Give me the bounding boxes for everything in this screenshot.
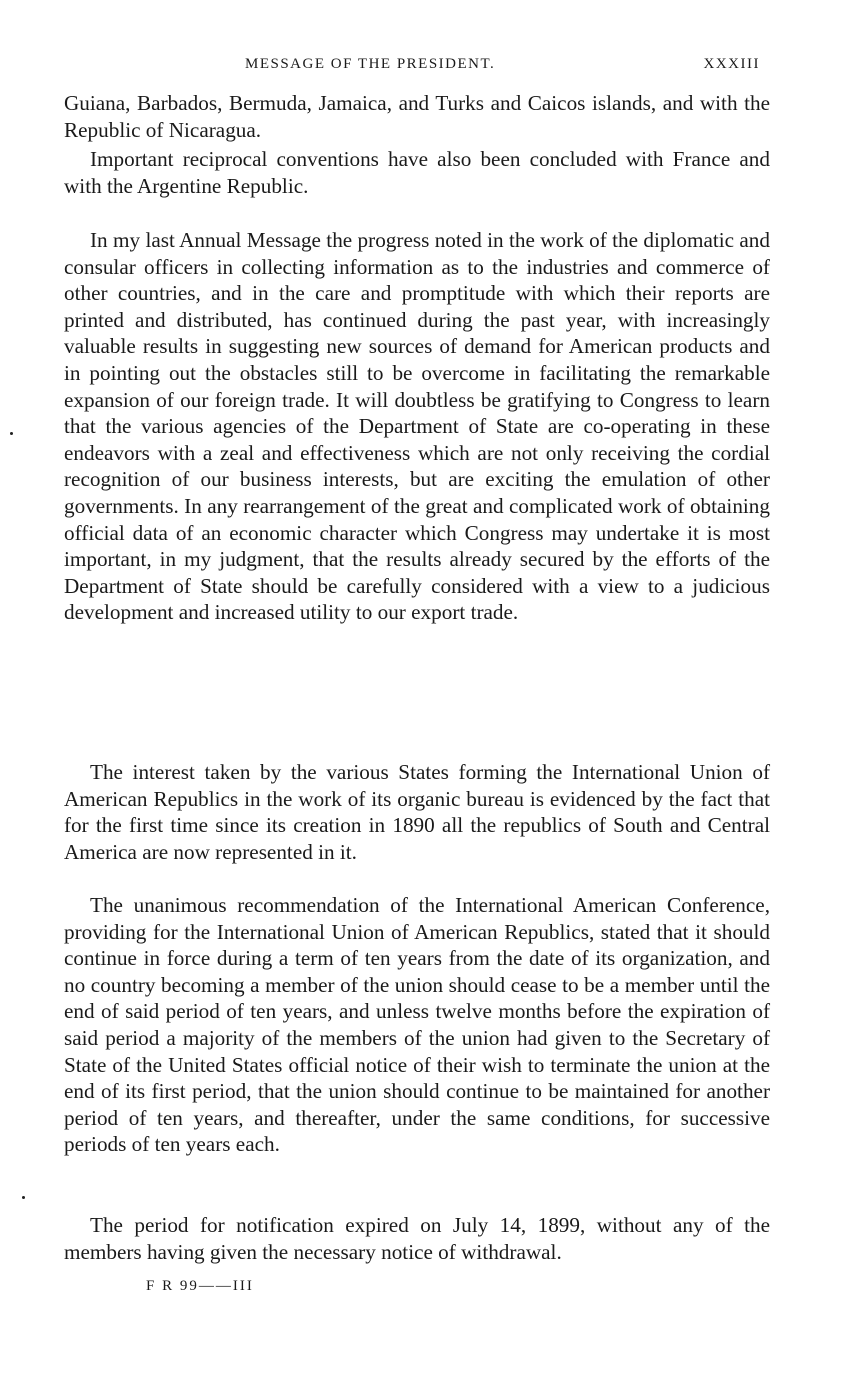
- paragraph-continuation: Guiana, Barbados, Bermuda, Jamaica, and Turks and Caicos islands, and with the Republic of Nicaragua.: [64, 91, 770, 142]
- scan-speck: [10, 432, 13, 435]
- page-number: XXXIII: [703, 56, 760, 72]
- paragraph-reciprocal-conventions: Important reciprocal conventions have also been concluded with France and with the Argentine Republic.: [64, 147, 770, 198]
- paragraph-notification-period: The period for notification expired on July 14, 1899, without any of the members having given the necessary notice of withdrawal.: [64, 1213, 770, 1264]
- paragraph-conference-recommendation: The unanimous recommendation of the International American Conference, providing for the International Union of American Republics, stated that it should continue in force during a term of ten years from the date of its organization, and no country becoming a member of the union should cease to be a member until the end of said period of ten years, and unless twelve months before the expiration of said period a majority of the members of the union had given to the Secretary of State of the United States official notice of their wish to terminate the union at the end of its first period, that the union should continue to be maintained for another period of ten years, and thereafter, under the same conditions, for successive periods of ten years each.: [64, 893, 770, 1157]
- running-header: [60, 56, 760, 78]
- header-title: MESSAGE OF THE PRESIDENT.: [245, 56, 496, 72]
- signature-mark: F R 99——III: [146, 1278, 254, 1294]
- scan-speck: [22, 1196, 25, 1199]
- paragraph-international-union: The interest taken by the various States forming the International Union of American Republics in the work of its organic bureau is evidenced by the fact that for the first time since its creation in 1890 all the republics of South and Central America are now represented in it.: [64, 760, 770, 864]
- paragraph-consular-reports: In my last Annual Message the progress noted in the work of the diplomatic and consular officers in collecting information as to the industries and commerce of other countries, and in the care and promptitude with which their reports are printed and distributed, has continued during the past year, with increasingly valuable results in suggesting new sources of demand for American products and in pointing out the obstacles still to be overcome in facilitating the remarkable expansion of our foreign trade. It will doubtless be gratifying to Congress to learn that the various agencies of the Department of State are co-operating in these endeavors with a zeal and effectiveness which are not only receiving the cordial recognition of our business interests, but are exciting the emulation of other governments. In any rearrangement of the great and complicated work of obtaining official data of an economic character which Congress may undertake it is most important, in my judgment, that the results already secured by the efforts of the Department of State should be carefully considered with a view to a judicious development and increased utility to our export trade.: [64, 228, 770, 625]
